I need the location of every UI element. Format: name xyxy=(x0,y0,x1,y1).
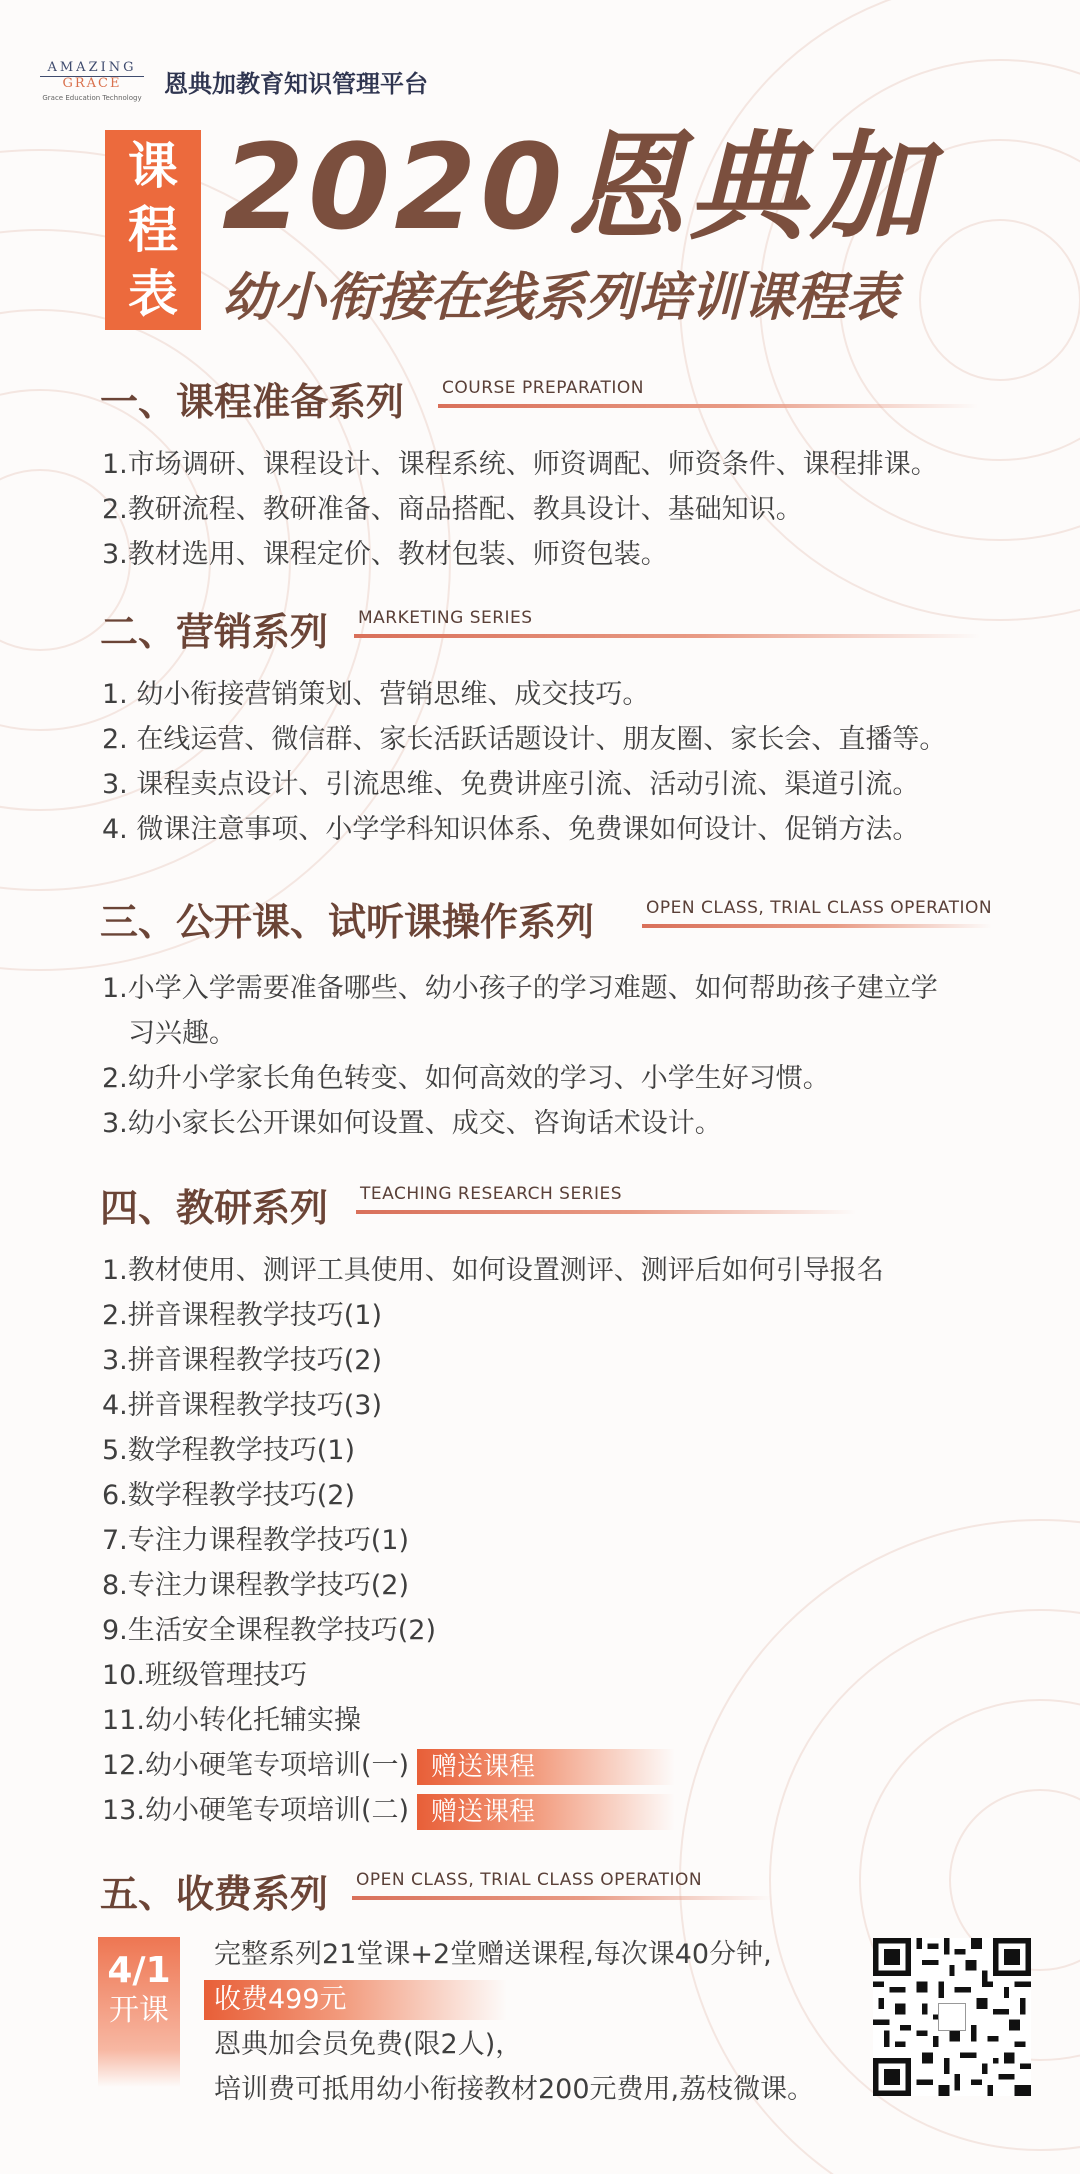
start-date-badge xyxy=(98,1937,180,2087)
fee-line-offset: 培训费可抵用幼小衔接教材200元费用,荔枝微课。 xyxy=(214,2074,815,2105)
list-item: 9.生活安全课程教学技巧(2) xyxy=(102,1615,437,1646)
course-schedule-badge xyxy=(105,130,201,330)
open-class-list xyxy=(102,966,938,1146)
platform-name: 恩典加教育知识管理平台 xyxy=(164,70,428,98)
list-item: 1.小学入学需要准备哪些、幼小孩子的学习难题、如何帮助孩子建立学 xyxy=(102,973,938,1004)
logo-subtitle: Grace Education Technology xyxy=(42,94,142,102)
course-preparation-list xyxy=(102,442,938,577)
brand-header xyxy=(34,54,428,102)
fee-line-price-row xyxy=(214,1977,814,2022)
section-title: 三、公开课、试听课操作系列 xyxy=(100,900,595,944)
section-heading-marketing xyxy=(100,604,980,664)
badge-char: 表 xyxy=(128,265,178,323)
section-heading-fees xyxy=(100,1866,980,1926)
list-item-label: 13.幼小硬笔专项培训(二) xyxy=(102,1795,410,1826)
start-date: 4/1 xyxy=(107,1950,171,1991)
amazing-grace-logo xyxy=(34,54,150,102)
list-item: 10.班级管理技巧 xyxy=(102,1660,307,1691)
list-item-with-gift xyxy=(102,1743,884,1788)
badge-char: 程 xyxy=(128,201,178,259)
list-item: 2.教研流程、教研准备、商品搭配、教具设计、基础知识。 xyxy=(102,494,803,525)
list-item: 2. 在线运营、微信群、家长活跃话题设计、朋友圈、家长会、直播等。 xyxy=(102,724,947,755)
list-item-continuation: 习兴趣。 xyxy=(128,1018,236,1049)
list-item: 1. 幼小衔接营销策划、营销思维、成交技巧。 xyxy=(102,679,650,710)
section-title: 二、营销系列 xyxy=(100,610,329,654)
section-underline xyxy=(356,1210,856,1214)
list-item-with-gift xyxy=(102,1788,884,1833)
list-item: 3.幼小家长公开课如何设置、成交、咨询话术设计。 xyxy=(102,1108,722,1139)
start-label: 开课 xyxy=(109,1993,169,2028)
section-english-label: TEACHING RESEARCH SERIES xyxy=(360,1184,623,1204)
logo-line-grace: GRACE xyxy=(62,76,122,91)
teaching-research-list xyxy=(102,1248,884,1833)
section-title: 四、教研系列 xyxy=(100,1186,329,1230)
section-underline xyxy=(352,1896,772,1900)
section-underline xyxy=(438,404,978,408)
gift-course-tag: 赠送课程 xyxy=(417,1794,675,1830)
list-item: 1.市场调研、课程设计、课程系统、师资调配、师资条件、课程排课。 xyxy=(102,449,938,480)
section-title: 五、收费系列 xyxy=(100,1872,329,1916)
section-english-label: MARKETING SERIES xyxy=(358,608,533,628)
section-title: 一、课程准备系列 xyxy=(100,380,405,424)
list-item: 6.数学程教学技巧(2) xyxy=(102,1480,356,1511)
list-item: 3.教材选用、课程定价、教材包装、师资包装。 xyxy=(102,539,668,570)
qr-code-icon[interactable] xyxy=(873,1938,1031,2096)
list-item-label: 12.幼小硬笔专项培训(一) xyxy=(102,1750,410,1781)
list-item: 5.数学程教学技巧(1) xyxy=(102,1435,356,1466)
price-tag: 收费499元 xyxy=(204,1980,507,2020)
list-item: 4. 微课注意事项、小学学科知识体系、免费课如何设计、促销方法。 xyxy=(102,814,920,845)
logo-line-amazing: AMAZING xyxy=(47,60,137,75)
list-item: 3. 课程卖点设计、引流思维、免费讲座引流、活动引流、渠道引流。 xyxy=(102,769,920,800)
section-english-label: OPEN CLASS, TRIAL CLASS OPERATION xyxy=(356,1870,703,1890)
list-item: 4.拼音课程教学技巧(3) xyxy=(102,1390,383,1421)
list-item: 11.幼小转化托辅实操 xyxy=(102,1705,361,1736)
list-item: 2.拼音课程教学技巧(1) xyxy=(102,1300,383,1331)
fee-line-member: 恩典加会员免费(限2人)， xyxy=(214,2029,523,2060)
page-subtitle: 幼小衔接在线系列培训课程表 xyxy=(222,268,899,328)
page-title: 2020恩典加 xyxy=(222,118,933,256)
gift-course-tag: 赠送课程 xyxy=(417,1749,675,1785)
list-item: 3.拼音课程教学技巧(2) xyxy=(102,1345,383,1376)
section-english-label: OPEN CLASS, TRIAL CLASS OPERATION xyxy=(646,898,993,918)
section-english-label: COURSE PREPARATION xyxy=(442,378,644,398)
list-item: 2.幼升小学家长角色转变、如何高效的学习、小学生好习惯。 xyxy=(102,1063,830,1094)
fee-line-course-count: 完整系列21堂课+2堂赠送课程,每次课40分钟, xyxy=(214,1939,772,1970)
fee-details xyxy=(214,1932,814,2112)
section-underline xyxy=(354,634,980,638)
list-item: 8.专注力课程教学技巧(2) xyxy=(102,1570,410,1601)
section-heading-teaching-research xyxy=(100,1180,980,1240)
list-item: 1.教材使用、测评工具使用、如何设置测评、测评后如何引导报名 xyxy=(102,1255,884,1286)
section-heading-course-preparation xyxy=(100,374,980,434)
marketing-list xyxy=(102,672,946,852)
section-heading-open-class xyxy=(100,894,1000,954)
section-underline xyxy=(642,924,992,928)
list-item: 7.专注力课程教学技巧(1) xyxy=(102,1525,410,1556)
badge-char: 课 xyxy=(128,137,178,195)
